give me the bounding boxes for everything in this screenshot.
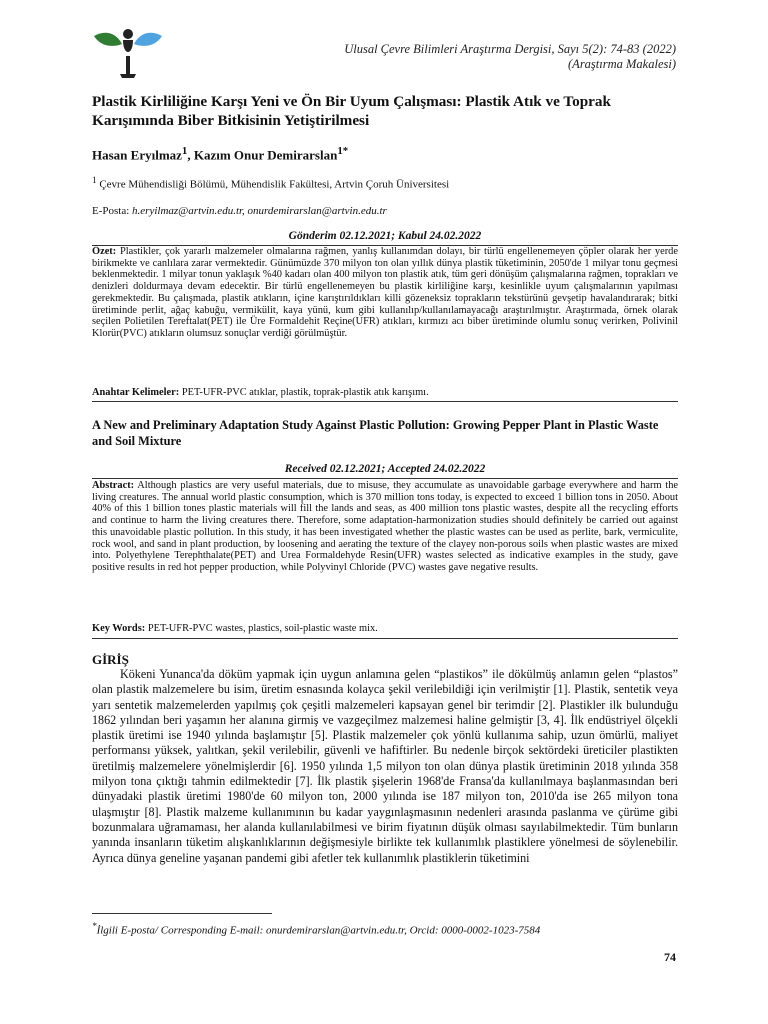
footnote-divider xyxy=(92,913,272,914)
abstract-tr-label: Özet: xyxy=(92,246,117,257)
article-type: (Araştırma Makalesi) xyxy=(568,57,676,71)
affiliation xyxy=(92,175,449,191)
authors xyxy=(92,145,348,163)
affiliation-number: 1 xyxy=(92,175,97,185)
bird-leaf-logo xyxy=(90,22,166,82)
journal-header xyxy=(276,42,676,72)
divider xyxy=(92,401,678,402)
abstract-tr xyxy=(92,246,678,340)
keywords-en-text: PET-UFR-PVC wastes, plastics, soil-plastic waste mix. xyxy=(145,623,378,634)
divider xyxy=(92,478,678,479)
keywords-tr-text: PET-UFR-PVC atıklar, plastik, toprak-plastik atık karışımı. xyxy=(179,387,429,398)
keywords-tr-label: Anahtar Kelimeler: xyxy=(92,387,180,398)
abstract-en-label: Abstract: xyxy=(92,480,135,491)
keywords-tr xyxy=(92,387,678,398)
section-heading: GİRİŞ xyxy=(92,652,129,667)
abstract-en xyxy=(92,480,678,574)
submission-dates-tr: Gönderim 02.12.2021; Kabul 24.02.2022 xyxy=(288,230,482,242)
keywords-en-label: Key Words: xyxy=(92,623,146,634)
author-name: Kazım Onur Demirarslan xyxy=(193,147,338,163)
intro-paragraph: Kökeni Yunanca'da döküm yapmak için uygun anlamına gelen “plastikos” ile dökülmüş anlamın gelen “plastos” olan plastik malzemelere bu isim, üretim esnasında kolayca şekil verilebildiği için verilmiştir [1]. Plastik, sentetik veya yarı sentetik malzemelerden yapılmış çok çeşitli malzemeleri kapsayan genel bir terimdir [2]. Plastikler ilk bulunduğu 1862 yılından beri yaşamın her alanına girmiş ve vazgeçilmez malzemesi haline gelmiştir [3, 4]. İlk endüstriyel ölçekli plastik üretimi ise 1940 yılında başlamıştır [5]. Plastik malzemeler çok yönlü kullanıma sahip, uzun ömürlü, maliyet performansı yüksek, yalıtkan, şekil verilebilir, güvenli ve hafiftirler. Bu nedenle birçok sektördeki üreticiler plastikten üretilmiş malzemelere yönelmişlerdir [6]. 1950 yılında 1,5 milyon ton olan dünya plastik üretiminin 2018 yılında 358 milyon tona çıktığı tahmin edilmektedir [7]. İlk plastik şişelerin 1968'de Fransa'da kullanılmaya başlanmasından beri dünyadaki plastik üretimi 1980'de 60 milyon ton, 2000 yılında ise 187 milyon ton, 2010'da ise 265 milyon tona ulaşmıştır [8]. Plastik malzeme kullanımının bu kadar yaygınlaşmasının nedenleri arasında paslanma ve çürüme gibi bozunmalara uğramaması, her alanda kullanılabilmesi ve birim fiyatının düşük olması sayılabilmektedir. Tüm bunların yanında insanların tüketim alışkanlıklarının değişmesiyle birlikte tek kullanımlık plastiklere yönelmesi de söylenebilir. Ayrıca dünya geneline yaşanan pandemi gibi afetler tek kullanımlık plastiklerin tüketimini xyxy=(92,667,678,865)
footnote xyxy=(92,921,540,937)
affiliation-text: Çevre Mühendisliği Bölümü, Mühendislik Fakültesi, Artvin Çoruh Üniversitesi xyxy=(96,178,450,191)
intro-body xyxy=(92,667,678,866)
affiliation-marker: 1 xyxy=(181,145,188,157)
email-address[interactable]: h.eryilmaz@artvin.edu.tr, onurdemirarslan@artvin.edu.tr xyxy=(132,205,387,217)
author-name: Hasan Eryılmaz xyxy=(92,147,182,163)
email-label: E-Posta: xyxy=(92,205,133,217)
keywords-en xyxy=(92,623,678,634)
abstract-tr-text: Plastikler, çok yararlı malzemeler olmalarına rağmen, yanlış kullanımdan dolayı, bir türlü engellenemeyen çöpler olarak her yerde birikmekte ve canlılara zarar vermektedir. Günümüzde 370 milyon ton olan yıllık dünya plastik tüketiminin, 2050'de 1 milyar tonu geçmesi beklenmektedir. 1 milyar tonun yaklaşık %40 kadarı olan 400 milyon ton plastik atık, tüm geri dönüşüm çalışmalarına rağmen, toprakları ve denizleri doldurmaya devam edecektir. Bir türlü engellenemeyen bu plastik kirliliğine karşı, kesinlikle uyum çalışmalarının yapılması gerekmektedir. Bu çalışmada, plastik atıkların, içine karıştırıldıkları killi gözeneksiz toprakların tekstürünü gevşetip havalandırarak; bitki üretiminde perlit, ağaç kabuğu, vermikülit, kaya yünü, kum gibi kullanılıp/kullanılamayacağı araştırılmıştır. Araştırmada, örnek olarak seçilen Polietilen Tereftalat(PET) ile Üre Formaldehit Reçine(UFR) atıkları, kırmızı acı biber üretiminde olumlu sonuç verirken, Polivinil Klorür(PVC) atıkların olumsuz sonuçlar verdiği görülmüştür. xyxy=(92,246,678,339)
affiliation-marker: 1* xyxy=(337,145,349,157)
page-number: 74 xyxy=(664,950,676,964)
author-separator: , xyxy=(187,147,194,163)
abstract-en-text: Although plastics are very useful materials, due to misuse, they accumulate as unavoidable garbage everywhere and harm the living creatures. The annual world plastic consumption, which is 370 million tons today, is expected to exceed 1 billion tons in 2050. About 40% of this 1 billion tones plastic materials will fill the lands and seas, as 400 million tons plastic wastes, despite all the recycling efforts and continue to harm the living creatures there. Therefore, some adaptation-harmonization studies should definitely be carried out against this unavoidable plastic pollution. In this study, it has been investigated whether the plastic wastes can be used as perlite, bark, vermiculite, rock wool, and sand in plant production, by loosening and aerating the texture of the clayey non-porous soils when plastic wastes are mixed into. Polyethylene Terephthalate(PET) and Urea Formaldehyde Resin(UFR) wastes selected as indicative examples in the study, gave positive results in red hot pepper production, while Polyvinyl Chloride (PVC) wastes gave negative results. xyxy=(92,480,678,573)
email-line xyxy=(92,205,387,217)
paper-title-en: A New and Preliminary Adaptation Study Against Plastic Pollution: Growing Pepper Plant in Plastic Waste and Soil Mixture xyxy=(92,418,659,448)
submission-dates-en: Received 02.12.2021; Accepted 24.02.2022 xyxy=(284,463,486,475)
paper-title-tr: Plastik Kirliliğine Karşı Yeni ve Ön Bir Uyum Çalışması: Plastik Atık ve Toprak Karışımında Biber Bitkisinin Yetiştirilmesi xyxy=(92,93,611,129)
divider xyxy=(92,638,678,639)
journal-citation: Ulusal Çevre Bilimleri Araştırma Dergisi, Sayı 5(2): 74-83 (2022) xyxy=(344,42,676,56)
footnote-text: İlgili E-posta/ Corresponding E-mail: onurdemirarslan@artvin.edu.tr, Orcid: 0000-0002-1023-7584 xyxy=(96,924,541,937)
footnote-marker: * xyxy=(92,921,97,931)
